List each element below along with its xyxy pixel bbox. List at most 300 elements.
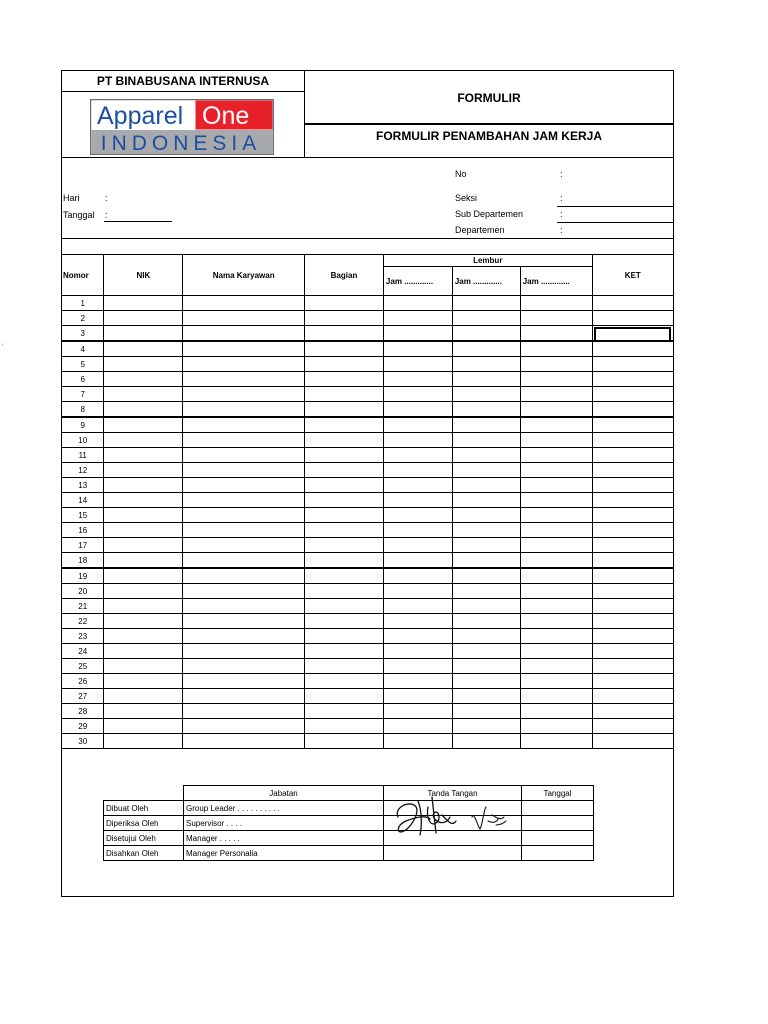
nama-cell[interactable] (183, 402, 305, 418)
jam-1-cell[interactable] (383, 402, 452, 418)
bagian-cell[interactable] (305, 296, 384, 311)
jam-1-cell[interactable] (383, 538, 452, 553)
nik-cell[interactable] (104, 387, 183, 402)
approval-date-cell[interactable] (522, 801, 594, 816)
jam-2-cell[interactable] (452, 448, 520, 463)
jam-3-cell[interactable] (520, 523, 592, 538)
ket-cell[interactable] (592, 311, 673, 326)
jam-3-cell[interactable] (520, 311, 592, 326)
nik-cell[interactable] (104, 463, 183, 478)
jam-3-cell[interactable] (520, 296, 592, 311)
col-header-jam-2: Jam ............. (452, 267, 520, 296)
nama-cell[interactable] (183, 357, 305, 372)
table-row (62, 448, 673, 463)
jam-1-cell[interactable] (383, 372, 452, 387)
approval-row (104, 831, 594, 846)
row-number: 8 (62, 402, 104, 418)
bagian-cell[interactable] (305, 326, 384, 342)
row-number: 10 (62, 433, 104, 448)
nik-cell[interactable] (104, 296, 183, 311)
info-colon-seksi: : (560, 193, 563, 203)
jam-3-cell[interactable] (520, 463, 592, 478)
bagian-cell[interactable] (305, 372, 384, 387)
col-header-bagian: Bagian (305, 255, 384, 296)
approval-date-cell[interactable] (522, 816, 594, 831)
jam-2-cell[interactable] (452, 463, 520, 478)
table-row (62, 402, 673, 418)
nik-cell[interactable] (104, 448, 183, 463)
table-row (62, 629, 673, 644)
col-header-ket: KET (592, 255, 673, 296)
nama-cell[interactable] (183, 341, 305, 357)
bagian-cell[interactable] (305, 402, 384, 418)
jam-2-cell[interactable] (452, 357, 520, 372)
jam-1-cell[interactable] (383, 341, 452, 357)
jam-3-cell[interactable] (520, 538, 592, 553)
jam-2-cell[interactable] (452, 614, 520, 629)
jam-3-cell[interactable] (520, 357, 592, 372)
table-row (62, 523, 673, 538)
row-number: 25 (62, 659, 104, 674)
nama-cell[interactable] (183, 417, 305, 433)
jam-1-cell[interactable] (383, 493, 452, 508)
row-number: 16 (62, 523, 104, 538)
bagian-cell[interactable] (305, 629, 384, 644)
jam-3-cell[interactable] (520, 417, 592, 433)
bagian-cell[interactable] (305, 553, 384, 569)
approval-jabatan: Supervisor . . . . (184, 816, 384, 831)
jam-2-cell[interactable] (452, 568, 520, 584)
jam-2-cell[interactable] (452, 311, 520, 326)
bagian-cell[interactable] (305, 538, 384, 553)
handwritten-signature-1 (392, 787, 512, 843)
ket-cell[interactable] (592, 508, 673, 523)
ket-cell[interactable] (592, 448, 673, 463)
jam-3-cell[interactable] (520, 372, 592, 387)
nik-cell[interactable] (104, 478, 183, 493)
jam-3-cell[interactable] (520, 674, 592, 689)
approval-table (103, 785, 594, 861)
row-number: 9 (62, 417, 104, 433)
jam-3-cell[interactable] (520, 553, 592, 569)
bagian-cell[interactable] (305, 704, 384, 719)
info-label-tanggal: Tanggal (63, 210, 95, 220)
nik-cell[interactable] (104, 357, 183, 372)
jam-2-cell[interactable] (452, 493, 520, 508)
bagian-cell[interactable] (305, 463, 384, 478)
bagian-cell[interactable] (305, 674, 384, 689)
approval-date-cell[interactable] (522, 846, 594, 861)
bagian-cell[interactable] (305, 357, 384, 372)
row-number: 17 (62, 538, 104, 553)
table-row (62, 599, 673, 614)
table-row (62, 568, 673, 584)
table-row (62, 553, 673, 569)
ket-cell[interactable] (592, 568, 673, 584)
row-number: 3 (62, 326, 104, 342)
jam-2-cell[interactable] (452, 508, 520, 523)
jam-1-cell[interactable] (383, 719, 452, 734)
jam-1-cell[interactable] (383, 433, 452, 448)
nik-cell[interactable] (104, 372, 183, 387)
nik-cell[interactable] (104, 433, 183, 448)
jam-1-cell[interactable] (383, 326, 452, 342)
bagian-cell[interactable] (305, 644, 384, 659)
form-sheet (61, 70, 674, 897)
table-row (62, 433, 673, 448)
ket-cell[interactable] (592, 719, 673, 734)
nama-cell[interactable] (183, 326, 305, 342)
jam-3-cell[interactable] (520, 629, 592, 644)
nama-cell[interactable] (183, 553, 305, 569)
ket-cell[interactable] (592, 523, 673, 538)
nik-cell[interactable] (104, 719, 183, 734)
bagian-cell[interactable] (305, 584, 384, 599)
row-number: 2 (62, 311, 104, 326)
table-row (62, 704, 673, 719)
jam-2-cell[interactable] (452, 478, 520, 493)
jam-3-cell[interactable] (520, 644, 592, 659)
nama-cell[interactable] (183, 629, 305, 644)
jam-1-cell[interactable] (383, 463, 452, 478)
jam-1-cell[interactable] (383, 614, 452, 629)
jam-2-cell[interactable] (452, 433, 520, 448)
nama-cell[interactable] (183, 448, 305, 463)
approval-jabatan: Manager . . . . . (184, 831, 384, 846)
bagian-cell[interactable] (305, 734, 384, 749)
nama-cell[interactable] (183, 523, 305, 538)
jam-2-cell[interactable] (452, 296, 520, 311)
jam-2-cell[interactable] (452, 326, 520, 342)
bagian-cell[interactable] (305, 659, 384, 674)
table-row (62, 584, 673, 599)
jam-2-cell[interactable] (452, 704, 520, 719)
ket-cell[interactable] (592, 599, 673, 614)
table-row (62, 296, 673, 311)
jam-2-cell[interactable] (452, 719, 520, 734)
ket-cell[interactable] (592, 674, 673, 689)
bagian-cell[interactable] (305, 523, 384, 538)
jam-2-cell[interactable] (452, 689, 520, 704)
approval-date-cell[interactable] (522, 831, 594, 846)
jam-2-cell[interactable] (452, 659, 520, 674)
nik-cell[interactable] (104, 402, 183, 418)
nik-cell[interactable] (104, 326, 183, 342)
info-colon-subdept: : (560, 209, 563, 219)
nik-cell[interactable] (104, 629, 183, 644)
ket-cell[interactable] (592, 493, 673, 508)
ket-cell[interactable] (592, 387, 673, 402)
jam-3-cell[interactable] (520, 614, 592, 629)
table-row (62, 326, 673, 342)
form-title: FORMULIR (304, 71, 674, 125)
jam-2-cell[interactable] (452, 372, 520, 387)
jam-1-cell[interactable] (383, 311, 452, 326)
nik-cell[interactable] (104, 674, 183, 689)
info-label-seksi: Seksi (455, 193, 478, 203)
ket-cell[interactable] (592, 689, 673, 704)
nik-cell[interactable] (104, 584, 183, 599)
nama-cell[interactable] (183, 644, 305, 659)
ket-cell[interactable] (592, 433, 673, 448)
ket-cell[interactable] (592, 296, 673, 311)
jam-3-cell[interactable] (520, 402, 592, 418)
row-number: 13 (62, 478, 104, 493)
jam-2-cell[interactable] (452, 402, 520, 418)
nama-cell[interactable] (183, 493, 305, 508)
table-row (62, 689, 673, 704)
jam-1-cell[interactable] (383, 523, 452, 538)
nama-cell[interactable] (183, 674, 305, 689)
nama-cell[interactable] (183, 659, 305, 674)
nama-cell[interactable] (183, 568, 305, 584)
nik-cell[interactable] (104, 568, 183, 584)
bagian-cell[interactable] (305, 614, 384, 629)
nama-cell[interactable] (183, 584, 305, 599)
table-row (62, 719, 673, 734)
table-row (62, 387, 673, 402)
nama-cell[interactable] (183, 296, 305, 311)
nama-cell[interactable] (183, 614, 305, 629)
jam-1-cell[interactable] (383, 704, 452, 719)
margin-mark: ʻ (2, 344, 4, 351)
col-header-lembur: Lembur (383, 255, 592, 267)
nik-cell[interactable] (104, 417, 183, 433)
nik-cell[interactable] (104, 689, 183, 704)
jam-2-cell[interactable] (452, 553, 520, 569)
jam-1-cell[interactable] (383, 584, 452, 599)
nik-cell[interactable] (104, 734, 183, 749)
ket-cell[interactable] (592, 357, 673, 372)
jam-3-cell[interactable] (520, 568, 592, 584)
nik-cell[interactable] (104, 523, 183, 538)
row-number: 28 (62, 704, 104, 719)
nama-cell[interactable] (183, 372, 305, 387)
jam-1-cell[interactable] (383, 448, 452, 463)
nama-cell[interactable] (183, 719, 305, 734)
approval-signature-cell[interactable] (384, 846, 522, 861)
jam-2-cell[interactable] (452, 599, 520, 614)
jam-2-cell[interactable] (452, 538, 520, 553)
title-block (304, 71, 674, 157)
jam-3-cell[interactable] (520, 734, 592, 749)
col-header-nama: Nama Karyawan (183, 255, 305, 296)
row-number: 15 (62, 508, 104, 523)
row-number: 21 (62, 599, 104, 614)
ket-cell[interactable] (592, 659, 673, 674)
approval-row (104, 801, 594, 816)
ket-cell[interactable] (592, 478, 673, 493)
bagian-cell[interactable] (305, 433, 384, 448)
table-row (62, 674, 673, 689)
nama-cell[interactable] (183, 311, 305, 326)
ket-cell[interactable] (592, 614, 673, 629)
jam-1-cell[interactable] (383, 357, 452, 372)
nama-cell[interactable] (183, 433, 305, 448)
jam-3-cell[interactable] (520, 508, 592, 523)
bagian-cell[interactable] (305, 478, 384, 493)
jam-2-cell[interactable] (452, 523, 520, 538)
jam-1-cell[interactable] (383, 508, 452, 523)
info-label-subdept: Sub Departemen (455, 209, 524, 219)
nik-cell[interactable] (104, 644, 183, 659)
approval-role: Dibuat Oleh (104, 801, 184, 816)
jam-3-cell[interactable] (520, 689, 592, 704)
info-colon-hari: : (105, 193, 108, 203)
bagian-cell[interactable] (305, 341, 384, 357)
table-row (62, 659, 673, 674)
jam-3-cell[interactable] (520, 478, 592, 493)
col-header-nomor: Nomor (62, 255, 104, 296)
ket-cell[interactable] (592, 538, 673, 553)
row-number: 7 (62, 387, 104, 402)
ket-cell[interactable] (592, 584, 673, 599)
ket-cell[interactable] (592, 629, 673, 644)
info-colon-departemen: : (560, 225, 563, 235)
apparel-one-logo (90, 99, 274, 155)
ket-cell[interactable] (592, 704, 673, 719)
jam-1-cell[interactable] (383, 599, 452, 614)
info-label-departemen: Departemen (455, 225, 505, 235)
company-name: PT BINABUSANA INTERNUSA (62, 71, 304, 92)
jam-1-cell[interactable] (383, 568, 452, 584)
jam-2-cell[interactable] (452, 387, 520, 402)
approval-header-tanda-tangan: Tanda Tangan (384, 786, 522, 801)
bagian-cell[interactable] (305, 417, 384, 433)
jam-3-cell[interactable] (520, 326, 592, 342)
bagian-cell[interactable] (305, 599, 384, 614)
ket-cell[interactable] (592, 341, 673, 357)
row-number: 12 (62, 463, 104, 478)
table-row (62, 357, 673, 372)
row-number: 29 (62, 719, 104, 734)
nama-cell[interactable] (183, 387, 305, 402)
svg-text:Apparel: Apparel (97, 102, 184, 130)
nama-cell[interactable] (183, 538, 305, 553)
table-row (62, 614, 673, 629)
jam-3-cell[interactable] (520, 584, 592, 599)
form-subtitle: FORMULIR PENAMBAHAN JAM KERJA (375, 129, 602, 143)
table-row (62, 372, 673, 387)
selected-cell[interactable] (594, 327, 671, 342)
nama-cell[interactable] (183, 689, 305, 704)
table-row (62, 538, 673, 553)
jam-1-cell[interactable] (383, 689, 452, 704)
jam-2-cell[interactable] (452, 417, 520, 433)
bagian-cell[interactable] (305, 387, 384, 402)
jam-3-cell[interactable] (520, 599, 592, 614)
ket-cell[interactable] (592, 734, 673, 749)
nik-cell[interactable] (104, 704, 183, 719)
table-row (62, 644, 673, 659)
jam-1-cell[interactable] (383, 478, 452, 493)
ket-cell[interactable] (592, 402, 673, 418)
nama-cell[interactable] (183, 734, 305, 749)
nama-cell[interactable] (183, 478, 305, 493)
jam-1-cell[interactable] (383, 629, 452, 644)
jam-3-cell[interactable] (520, 448, 592, 463)
jam-2-cell[interactable] (452, 341, 520, 357)
nik-cell[interactable] (104, 614, 183, 629)
jam-2-cell[interactable] (452, 644, 520, 659)
jam-3-cell[interactable] (520, 341, 592, 357)
table-body (62, 296, 673, 749)
jam-1-cell[interactable] (383, 296, 452, 311)
row-number: 19 (62, 568, 104, 584)
ket-cell[interactable] (592, 372, 673, 387)
approval-role: Disahkan Oleh (104, 846, 184, 861)
nama-cell[interactable] (183, 599, 305, 614)
nik-cell[interactable] (104, 553, 183, 569)
jam-3-cell[interactable] (520, 433, 592, 448)
svg-text:INDONESIA: INDONESIA (100, 132, 262, 155)
bagian-cell[interactable] (305, 689, 384, 704)
nik-cell[interactable] (104, 659, 183, 674)
jam-1-cell[interactable] (383, 387, 452, 402)
jam-1-cell[interactable] (383, 659, 452, 674)
ket-cell[interactable] (592, 553, 673, 569)
svg-text:One: One (202, 102, 250, 130)
nik-cell[interactable] (104, 538, 183, 553)
jam-3-cell[interactable] (520, 387, 592, 402)
ket-cell[interactable] (592, 644, 673, 659)
tanggal-field-line (104, 221, 172, 222)
approval-empty-corner (104, 786, 184, 801)
ket-cell[interactable] (592, 417, 673, 433)
row-number: 27 (62, 689, 104, 704)
jam-1-cell[interactable] (383, 674, 452, 689)
nama-cell[interactable] (183, 704, 305, 719)
nama-cell[interactable] (183, 463, 305, 478)
approval-header-jabatan: Jabatan (184, 786, 384, 801)
jam-2-cell[interactable] (452, 584, 520, 599)
ket-cell[interactable] (592, 463, 673, 478)
nik-cell[interactable] (104, 599, 183, 614)
bagian-cell[interactable] (305, 568, 384, 584)
bagian-cell[interactable] (305, 719, 384, 734)
nik-cell[interactable] (104, 508, 183, 523)
approval-header-tanggal: Tanggal (522, 786, 594, 801)
row-number: 1 (62, 296, 104, 311)
jam-1-cell[interactable] (383, 734, 452, 749)
jam-1-cell[interactable] (383, 553, 452, 569)
info-divider (62, 238, 674, 239)
nik-cell[interactable] (104, 493, 183, 508)
jam-1-cell[interactable] (383, 417, 452, 433)
nik-cell[interactable] (104, 311, 183, 326)
jam-3-cell[interactable] (520, 719, 592, 734)
bagian-cell[interactable] (305, 508, 384, 523)
row-number: 24 (62, 644, 104, 659)
bagian-cell[interactable] (305, 493, 384, 508)
nik-cell[interactable] (104, 341, 183, 357)
info-label-no: No (455, 169, 467, 179)
jam-3-cell[interactable] (520, 493, 592, 508)
col-header-nik: NIK (104, 255, 183, 296)
bagian-cell[interactable] (305, 448, 384, 463)
nama-cell[interactable] (183, 508, 305, 523)
jam-3-cell[interactable] (520, 659, 592, 674)
jam-1-cell[interactable] (383, 644, 452, 659)
bagian-cell[interactable] (305, 311, 384, 326)
overtime-table (62, 254, 673, 749)
jam-3-cell[interactable] (520, 704, 592, 719)
row-number: 23 (62, 629, 104, 644)
jam-2-cell[interactable] (452, 674, 520, 689)
jam-2-cell[interactable] (452, 734, 520, 749)
jam-2-cell[interactable] (452, 629, 520, 644)
row-number: 5 (62, 357, 104, 372)
